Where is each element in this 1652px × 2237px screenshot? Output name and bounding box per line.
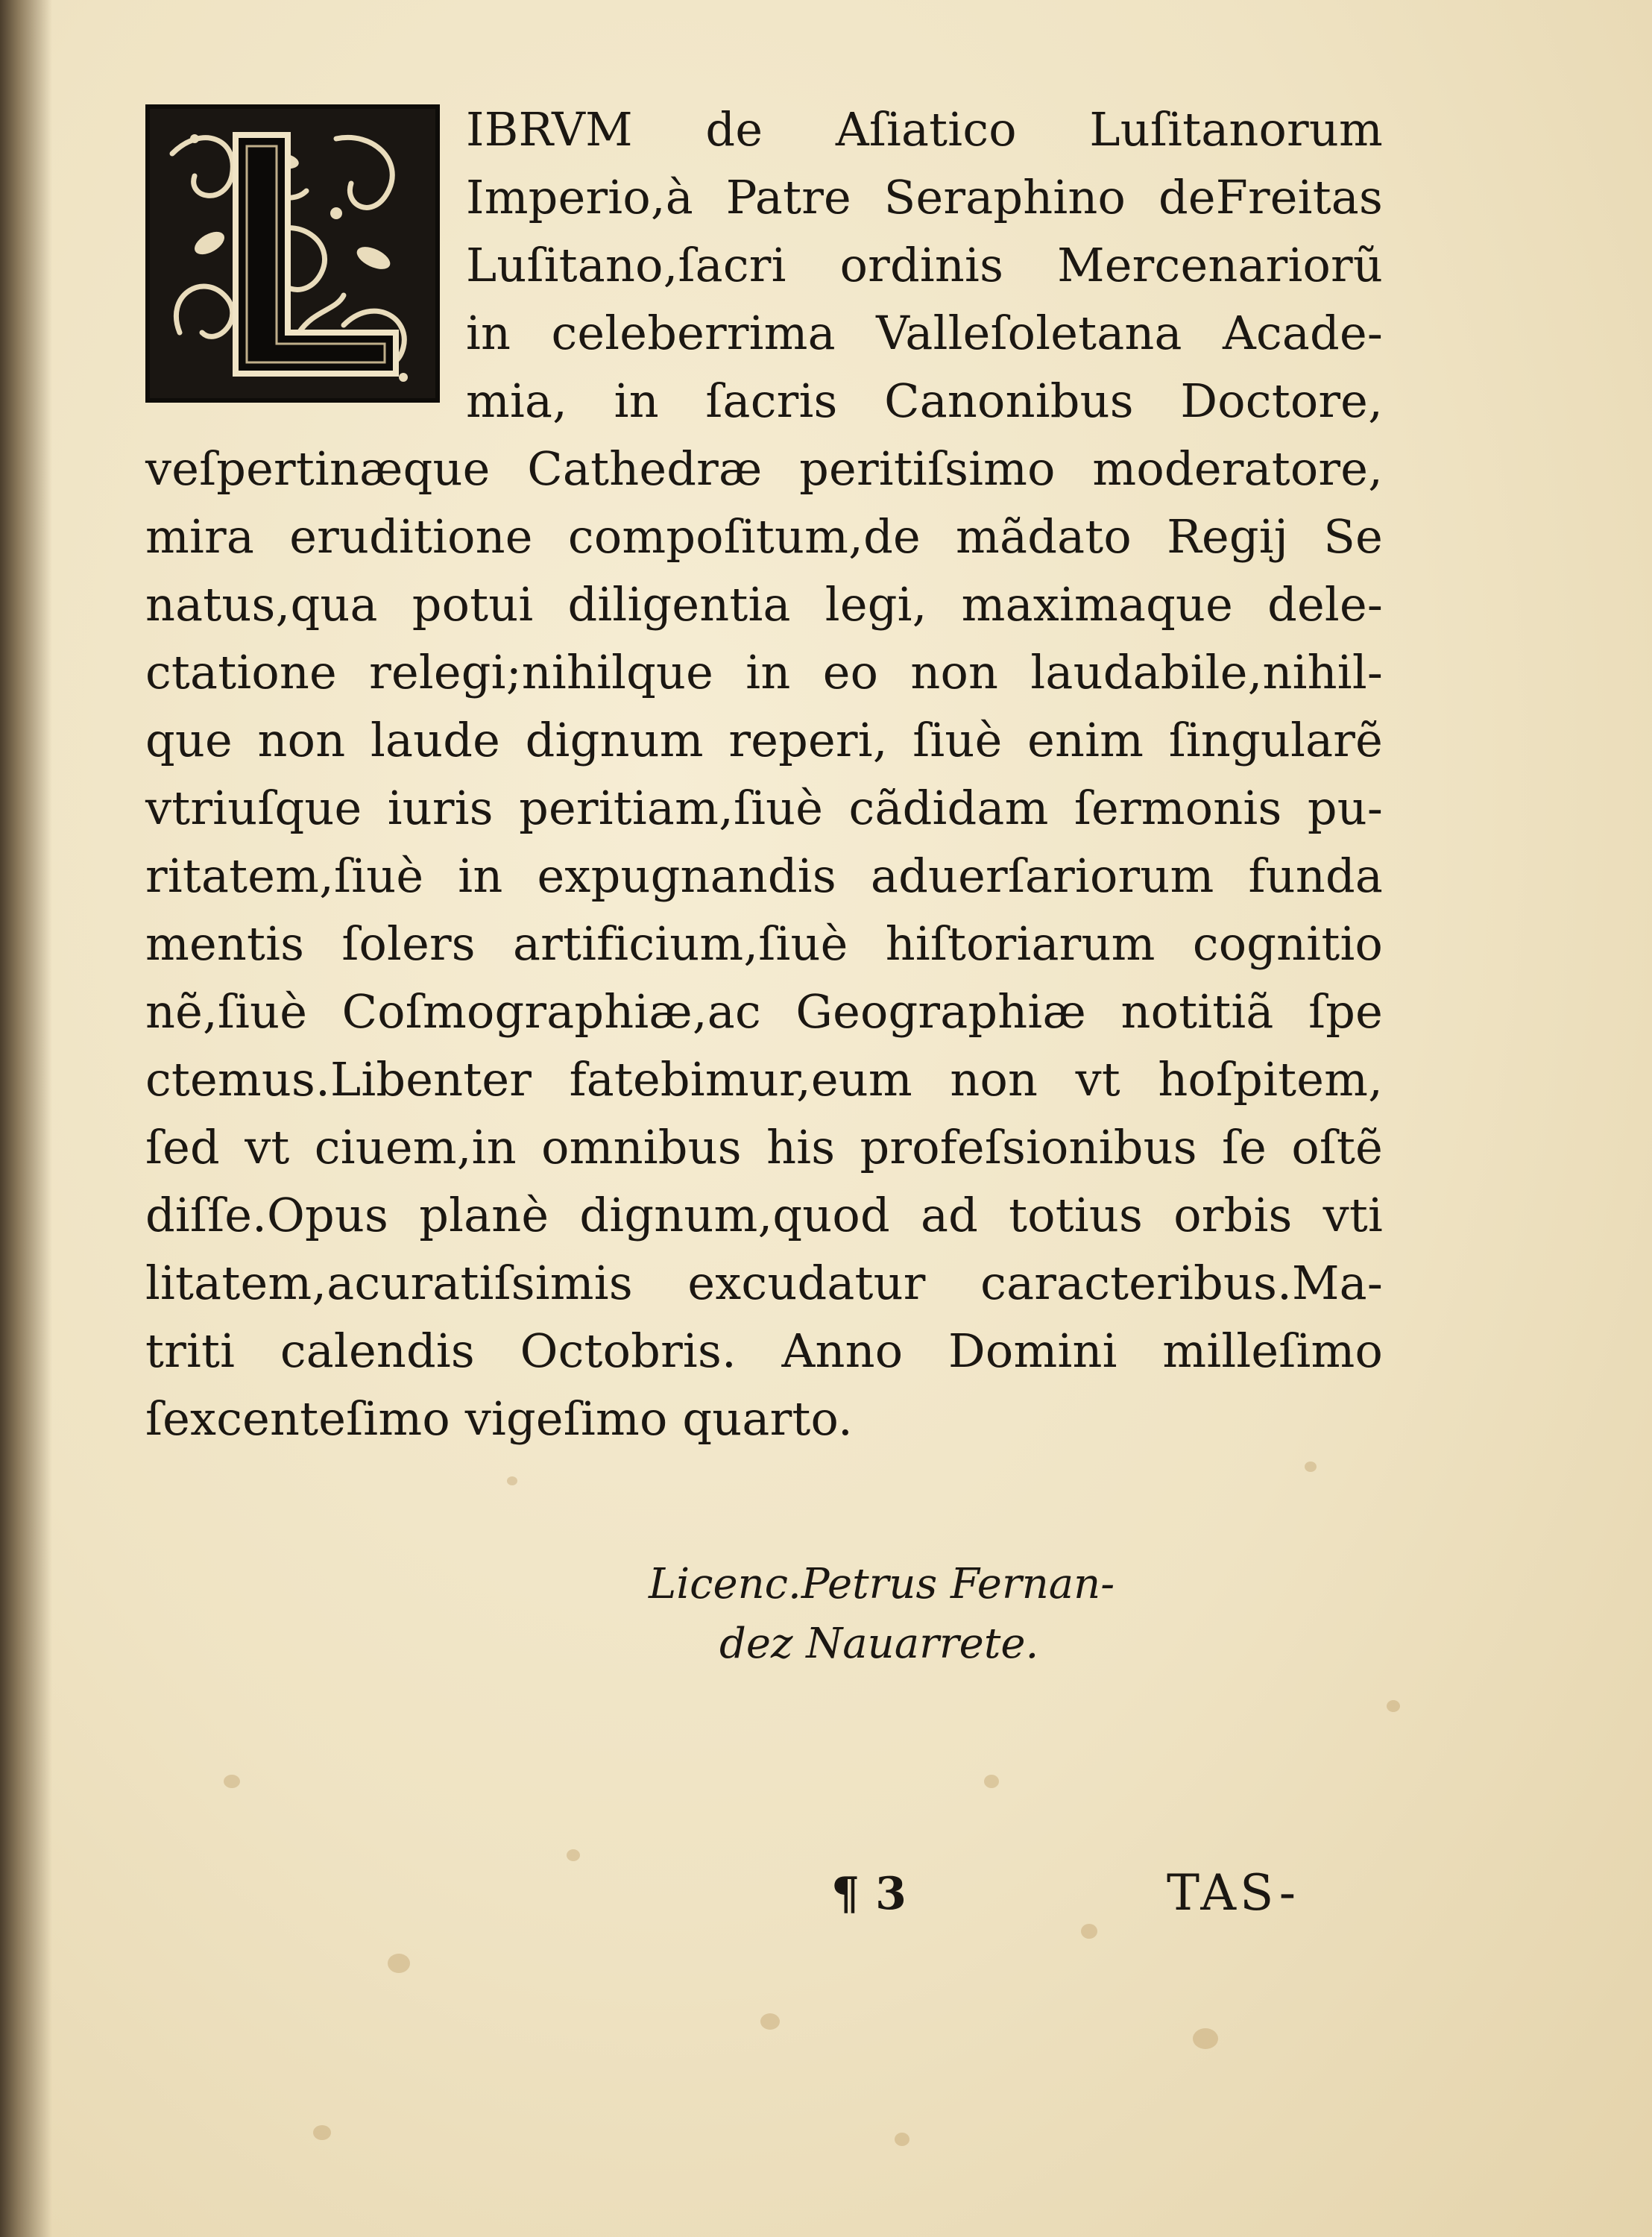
text-line: mia, in ſacris Canonibus Doctore, [466,374,1383,428]
text-line: ctemus.Libenter fatebimur,eum non vt hoſpitem, [145,1052,1383,1107]
foxing-spot [1193,2028,1218,2049]
text-line: litatem,acuratiſsimis excudatur caracteribus.Ma- [145,1256,1383,1310]
text-line: que non laude dignum reperi, ſiuè enim ſingularẽ [145,713,1383,767]
text-line: nẽ,ſiuè Coſmographiæ,ac Geographiæ notitiã ſpe [145,984,1383,1039]
text-line: in celeberrima Valleſoletana Acade- [466,306,1383,360]
text-line: veſpertinæque Cathedræ peritiſsimo moderatore, [145,441,1383,496]
foxing-spot [1081,1924,1097,1939]
text-line: vtriuſque iuris peritiam,ſiuè cãdidam ſermonis pu- [145,781,1383,835]
indented-text-block [466,95,1383,435]
foxing-spot [224,1775,240,1788]
text-line: ſexcenteſimo vigeſimo quarto. [145,1391,853,1446]
text-line: Imperio,à Patre Seraphino deFreitas [466,170,1383,224]
text-line: natus,qua potui diligentia legi, maximaque dele- [145,577,1383,632]
foxing-spot [388,1954,410,1973]
signature-line: Licenc.Petrus Fernan- [649,1560,1115,1608]
body-text-block [145,435,1383,1453]
signature-mark: ¶ 3 [831,1868,907,1920]
text-line: mira eruditione compoſitum,de mãdato Regij Se [145,509,1383,564]
catchword: TAS- [1167,1864,1300,1922]
text-line: ctatione relegi;nihilque in eo non laudabile,nihil- [145,645,1383,699]
foxing-spot [760,2013,780,2030]
text-line: Luſitano,ſacri ordinis Mercenariorũ [466,238,1383,292]
text-line: ſed vt ciuem,in omnibus his profeſsionibus ſe oſtẽ [145,1120,1383,1174]
foxing-spot [1305,1462,1317,1472]
text-line: diſſe.Opus planè dignum,quod ad totius orbis vti [145,1188,1383,1242]
decorated-initial [145,104,440,403]
foxing-spot [507,1476,517,1485]
foxing-spot [313,2125,331,2140]
binding-shadow [0,0,52,2237]
signature-line: dez Nauarrete. [719,1620,1039,1668]
foxing-spot [1387,1700,1400,1712]
foxing-spot [984,1775,999,1788]
text-line: triti calendis Octobris. Anno Domini milleſimo [145,1324,1383,1378]
text-line: IBRVM de Aſiatico Luſitanorum [466,102,1383,157]
text-line: ritatem,ſiuè in expugnandis aduerſariorum funda [145,849,1383,903]
foxing-spot [567,1849,580,1861]
signature-block [649,1555,1115,1674]
ornament-initial-icon [150,109,435,398]
foxing-spot [895,2133,909,2146]
text-line: mentis ſolers artificium,ſiuè hiſtoriarum cognitio [145,916,1383,971]
